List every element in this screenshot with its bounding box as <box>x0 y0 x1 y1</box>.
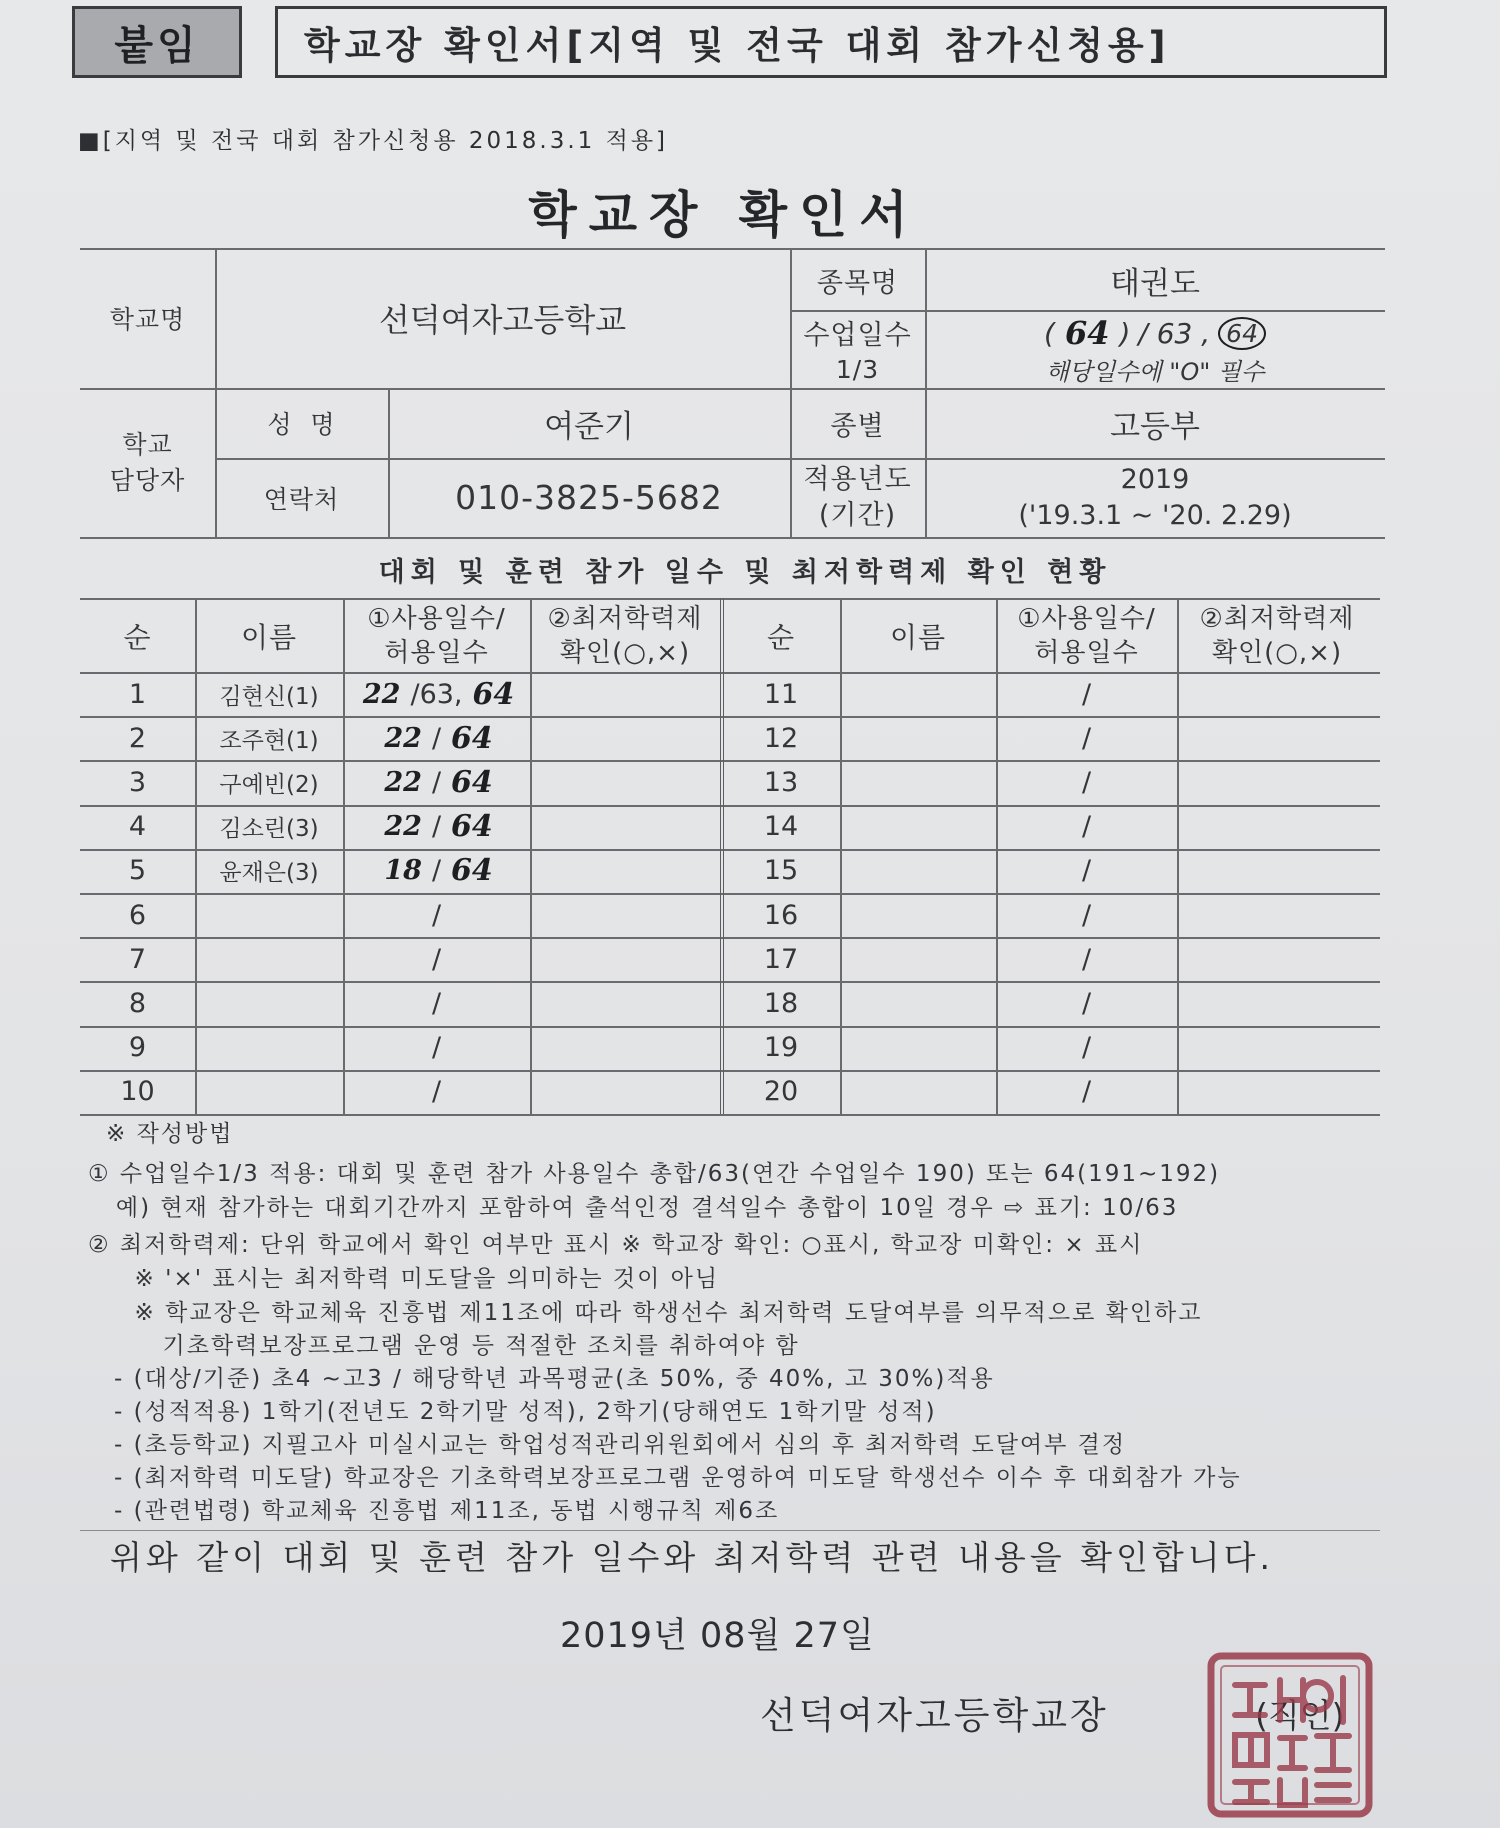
used-days: 22 <box>384 811 422 843</box>
athlete-name: 조주현(1) <box>219 727 319 754</box>
header-min-left <box>530 600 720 672</box>
min-academic-check <box>530 1026 720 1070</box>
min-academic-check <box>530 760 720 804</box>
class-days-label: 수업일수 <box>803 319 912 351</box>
days-separator: / <box>431 943 442 975</box>
days-separator: / <box>1081 943 1092 975</box>
sport-value: 태권도 <box>1110 265 1200 302</box>
row-number: 8 <box>128 987 147 1019</box>
days-separator: / <box>431 987 442 1019</box>
row-number: 5 <box>128 855 147 887</box>
note-line: - (초등학교) 지필고사 미실시교는 학업성적관리위원회에서 심의 후 최저학력 도달여부 결정 <box>114 1432 1127 1458</box>
row-number: 20 <box>763 1076 799 1108</box>
days-separator: / <box>431 722 442 754</box>
contact-value: 010-3825-5682 <box>455 478 723 517</box>
table-row-line <box>80 1114 1380 1116</box>
allowed-days: 64 <box>451 853 493 889</box>
min-academic-check <box>530 893 720 937</box>
days-separator: /63, <box>410 678 463 710</box>
note-line: - (성적적용) 1학기(전년도 2학기말 성적), 2학기(당해연도 1학기말 성적) <box>114 1399 937 1425</box>
used-days-cell <box>343 716 530 760</box>
header-used-line1: ①사용일수/ <box>1017 604 1156 634</box>
application-note: ■[지역 및 전국 대회 참가신청용 2018.3.1 적용] <box>78 128 669 154</box>
days-separator: / <box>1081 766 1092 798</box>
allowed-days: 64 <box>451 809 493 845</box>
year-number: 2019 <box>1120 464 1190 495</box>
attachment-tag: 붙임 <box>72 6 242 78</box>
athlete-name <box>840 849 996 893</box>
days-separator: / <box>1081 678 1092 710</box>
header-used-left <box>343 600 530 672</box>
header-no-right: 순 <box>766 621 796 654</box>
used-days: 22 <box>362 678 401 710</box>
class-days-circled: 64 <box>1218 317 1266 350</box>
athlete-name: 윤재은(3) <box>219 860 319 887</box>
note-line: ※ 학교장은 학교체육 진흥법 제11조에 따라 학생선수 최저학력 도달여부를 의무적으로 확인하고 <box>88 1300 1203 1326</box>
row-number: 19 <box>763 1032 799 1064</box>
used-days-cell <box>343 893 530 937</box>
days-separator: / <box>431 766 442 798</box>
used-days-cell <box>343 1026 530 1070</box>
row-number: 1 <box>128 678 147 710</box>
contact-label: 연락처 <box>263 484 340 514</box>
days-separator: / <box>431 811 442 843</box>
allowed-days: 64 <box>451 720 493 756</box>
category-value: 고등부 <box>1110 408 1200 445</box>
athlete-name <box>840 1070 996 1114</box>
sport-label: 종목명 <box>816 267 899 299</box>
min-academic-check <box>530 805 720 849</box>
manager-label-line1: 학교 <box>122 429 173 459</box>
header-min-line2: 확인(○,×) <box>1211 638 1343 668</box>
min-academic-check <box>530 981 720 1025</box>
info-table-bottom-line <box>80 537 1385 539</box>
min-academic-check <box>1177 672 1377 716</box>
row-number: 18 <box>763 987 799 1019</box>
min-academic-check <box>1177 1070 1377 1114</box>
school-seal <box>1205 1650 1375 1820</box>
note-line: ① 수업일수1/3 적용: 대회 및 훈련 참가 사용일수 총합/63(연간 수업일수 190) 또는 64(191~192) <box>88 1161 1221 1187</box>
row-number: 13 <box>763 766 799 798</box>
page-title: 학교장 확인서 <box>528 186 920 244</box>
class-days-value <box>925 312 1385 354</box>
header-min-right <box>1177 600 1377 672</box>
note-line: - (최저학력 미도달) 학교장은 기초학력보장프로그램 운영하여 미도달 학생선수 이수 후 대회참가 가능 <box>114 1465 1242 1491</box>
class-days-label-fraction: 1/3 <box>835 354 880 384</box>
notes-heading: ※ 작성방법 <box>106 1121 234 1147</box>
used-days: 22 <box>384 766 422 798</box>
principal-name: 선덕여자고등학교장 <box>760 1694 1109 1737</box>
header-no-left: 순 <box>123 621 152 654</box>
athlete-name <box>840 672 996 716</box>
athlete-name <box>840 760 996 804</box>
header-used-line2: 허용일수 <box>384 638 489 668</box>
row-number: 11 <box>763 678 799 710</box>
row-number: 14 <box>763 811 799 843</box>
year-label-line2: (기간) <box>818 500 897 531</box>
athlete-name <box>840 937 996 981</box>
row-number: 7 <box>128 943 147 975</box>
header-min-line1: ②최저학력제 <box>1199 604 1355 634</box>
year-label <box>790 460 925 536</box>
row-number: 3 <box>128 766 147 798</box>
days-separator: / <box>1081 811 1092 843</box>
row-number: 6 <box>128 899 147 931</box>
athlete-name <box>840 893 996 937</box>
athlete-name <box>840 1026 996 1070</box>
min-academic-check <box>1177 981 1377 1025</box>
days-separator: / <box>1081 1032 1092 1064</box>
athlete-name <box>195 981 343 1025</box>
athlete-name <box>195 937 343 981</box>
used-days: 18 <box>384 855 422 887</box>
used-days-cell <box>343 805 530 849</box>
note-line: ※ '×' 표시는 최저학력 미도달을 의미하는 것이 아님 <box>88 1266 720 1292</box>
year-value <box>925 460 1385 536</box>
used-days-cell <box>343 672 530 716</box>
manager-label-line2: 담당자 <box>109 465 186 495</box>
name-label: 성 명 <box>267 410 336 439</box>
min-academic-check <box>530 937 720 981</box>
confirmation-statement: 위와 같이 대회 및 훈련 참가 일수와 최저학력 관련 내용을 확인합니다. <box>110 1538 1274 1577</box>
row-number: 10 <box>120 1076 155 1108</box>
athlete-name: 구예빈(2) <box>219 771 319 798</box>
section-title: 대회 및 훈련 참가 일수 및 최저학력제 확인 현황 <box>378 557 1112 588</box>
min-academic-check <box>530 1070 720 1114</box>
class-days-options: / 63 , <box>1138 316 1211 350</box>
min-academic-check <box>530 849 720 893</box>
athlete-name <box>195 1070 343 1114</box>
days-separator: / <box>431 1032 442 1064</box>
min-academic-check <box>1177 893 1377 937</box>
days-separator: / <box>1081 987 1092 1019</box>
header-min-line1: ②최저학력제 <box>547 604 703 634</box>
min-academic-check <box>1177 716 1377 760</box>
used-days-cell <box>343 760 530 804</box>
category-label: 종별 <box>830 410 885 442</box>
days-separator: / <box>1081 1076 1092 1108</box>
seal-label: (직인) <box>1255 1696 1345 1735</box>
min-academic-check <box>1177 849 1377 893</box>
manager-name: 여준기 <box>544 408 634 445</box>
school-name: 선덕여자고등학교 <box>378 301 627 339</box>
days-separator: / <box>1081 899 1092 931</box>
school-label: 학교명 <box>109 305 186 334</box>
athlete-name <box>840 981 996 1025</box>
issue-date: 2019년 08월 27일 <box>560 1616 875 1656</box>
athlete-name: 김현신(1) <box>219 683 319 710</box>
note-line: ② 최저학력제: 단위 학교에서 확인 여부만 표시 ※ 학교장 확인: ○표시, 학교장 미확인: × 표시 <box>88 1232 1144 1258</box>
row-number: 16 <box>763 899 799 931</box>
used-days-cell <box>343 981 530 1025</box>
row-number: 12 <box>763 722 799 754</box>
year-label-line1: 적용년도 <box>803 464 912 495</box>
allowed-days: 64 <box>472 676 515 712</box>
used-days-cell <box>343 1070 530 1114</box>
class-days-paren-close: ) <box>1119 316 1131 350</box>
header-min-line2: 확인(○,×) <box>559 638 691 668</box>
min-academic-check <box>1177 760 1377 804</box>
period-value: ('19.3.1 ~ '20. 2.29) <box>1018 500 1292 531</box>
header-used-line2: 허용일수 <box>1034 638 1139 668</box>
header-name-left: 이름 <box>240 621 298 654</box>
note-line: - (대상/기준) 초4 ~고3 / 해당학년 과목평균(초 50%, 중 40%, 고 30%)적용 <box>114 1366 995 1392</box>
days-separator: / <box>1081 722 1092 754</box>
row-number: 9 <box>128 1032 147 1064</box>
min-academic-check <box>1177 805 1377 849</box>
manager-label <box>80 388 215 537</box>
used-days-cell <box>343 937 530 981</box>
days-separator: / <box>431 899 442 931</box>
header-used-right <box>996 600 1177 672</box>
header-used-line1: ①사용일수/ <box>367 604 506 634</box>
athlete-name <box>840 805 996 849</box>
class-days-note: 해당일수에 "O" 필수 <box>1045 357 1265 386</box>
used-days: 22 <box>384 722 422 754</box>
note-line: 기초학력보장프로그램 운영 등 적절한 조치를 취하여야 함 <box>88 1333 800 1359</box>
days-separator: / <box>431 855 442 887</box>
min-academic-check <box>530 716 720 760</box>
athlete-name: 김소린(3) <box>219 816 319 843</box>
row-number: 17 <box>763 943 799 975</box>
min-academic-check <box>1177 1026 1377 1070</box>
row-number: 15 <box>763 855 799 887</box>
min-academic-check <box>530 672 720 716</box>
days-separator: / <box>431 1076 442 1108</box>
used-days-cell <box>343 849 530 893</box>
athlete-name <box>195 1026 343 1070</box>
athlete-name <box>840 716 996 760</box>
row-number: 2 <box>128 722 147 754</box>
allowed-days: 64 <box>451 764 493 800</box>
class-days-paren-open: ( <box>1044 316 1055 350</box>
header-name-right: 이름 <box>889 621 947 654</box>
row-number: 4 <box>128 811 147 843</box>
min-academic-check <box>1177 937 1377 981</box>
notes-bottom-line <box>80 1530 1380 1531</box>
note-line: 예) 현재 참가하는 대회기간까지 포함하여 출석인정 결석일수 총합이 10일 경우 ⇨ 표기: 10/63 <box>88 1195 1179 1221</box>
days-separator: / <box>1081 855 1092 887</box>
class-days-handwritten: 64 <box>1064 314 1110 352</box>
note-line: - (관련법령) 학교체육 진흥법 제11조, 동법 시행규칙 제6조 <box>114 1498 780 1524</box>
title-box: 학교장 확인서[지역 및 전국 대회 참가신청용] <box>275 6 1387 78</box>
athlete-name <box>195 893 343 937</box>
